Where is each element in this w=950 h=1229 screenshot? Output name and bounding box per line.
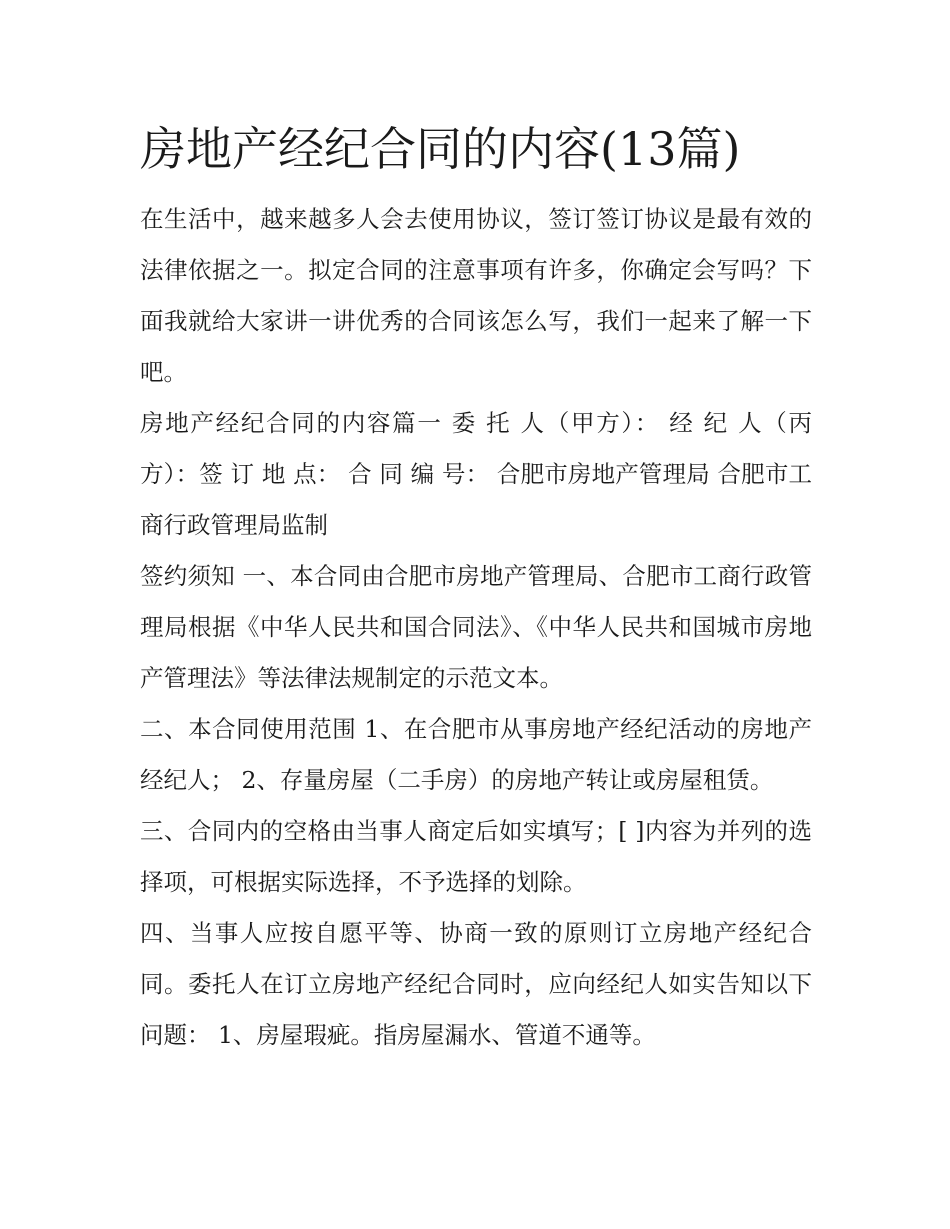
paragraph-notice-1: 签约须知 一、本合同由合肥市房地产管理局、合肥市工商行政管理局根据《中华人民共和国合同法》、《中华人民共和国城市房地产管理法》等法律法规制定的示范文本。 [140,562,812,692]
document-page [140,118,812,1061]
paragraph-notice-2: 二、本合同使用范围 1、在合肥市从事房地产经纪活动的房地产经纪人； 2、存量房屋（二手房）的房地产转让或房屋租赁。 [140,715,812,794]
paragraph-notice-3: 三、合同内的空格由当事人商定后如实填写；[ ]内容为并列的选择项，可根据实际选择，不予选择的划除。 [140,817,812,896]
paragraph-intro: 在生活中，越来越多人会去使用协议，签订签订协议是最有效的法律依据之一。拟定合同的注意事项有许多，你确定会写吗？下面我就给大家讲一讲优秀的合同该怎么写，我们一起来了解一下吧。 [140,205,812,386]
paragraph-contract-header: 房地产经纪合同的内容篇一 委 托 人（甲方）： 经 纪 人（丙方）：签 订 地 点： 合 同 编 号： 合肥市房地产管理局 合肥市工商行政管理局监制 [140,409,812,539]
paragraph-notice-4: 四、当事人应按自愿平等、协商一致的原则订立房地产经纪合同。委托人在订立房地产经纪合同时，应向经纪人如实告知以下问题： 1、房屋瑕疵。指房屋漏水、管道不通等。 [140,919,812,1049]
document-title: 房地产经纪合同的内容(13篇) [140,122,741,176]
